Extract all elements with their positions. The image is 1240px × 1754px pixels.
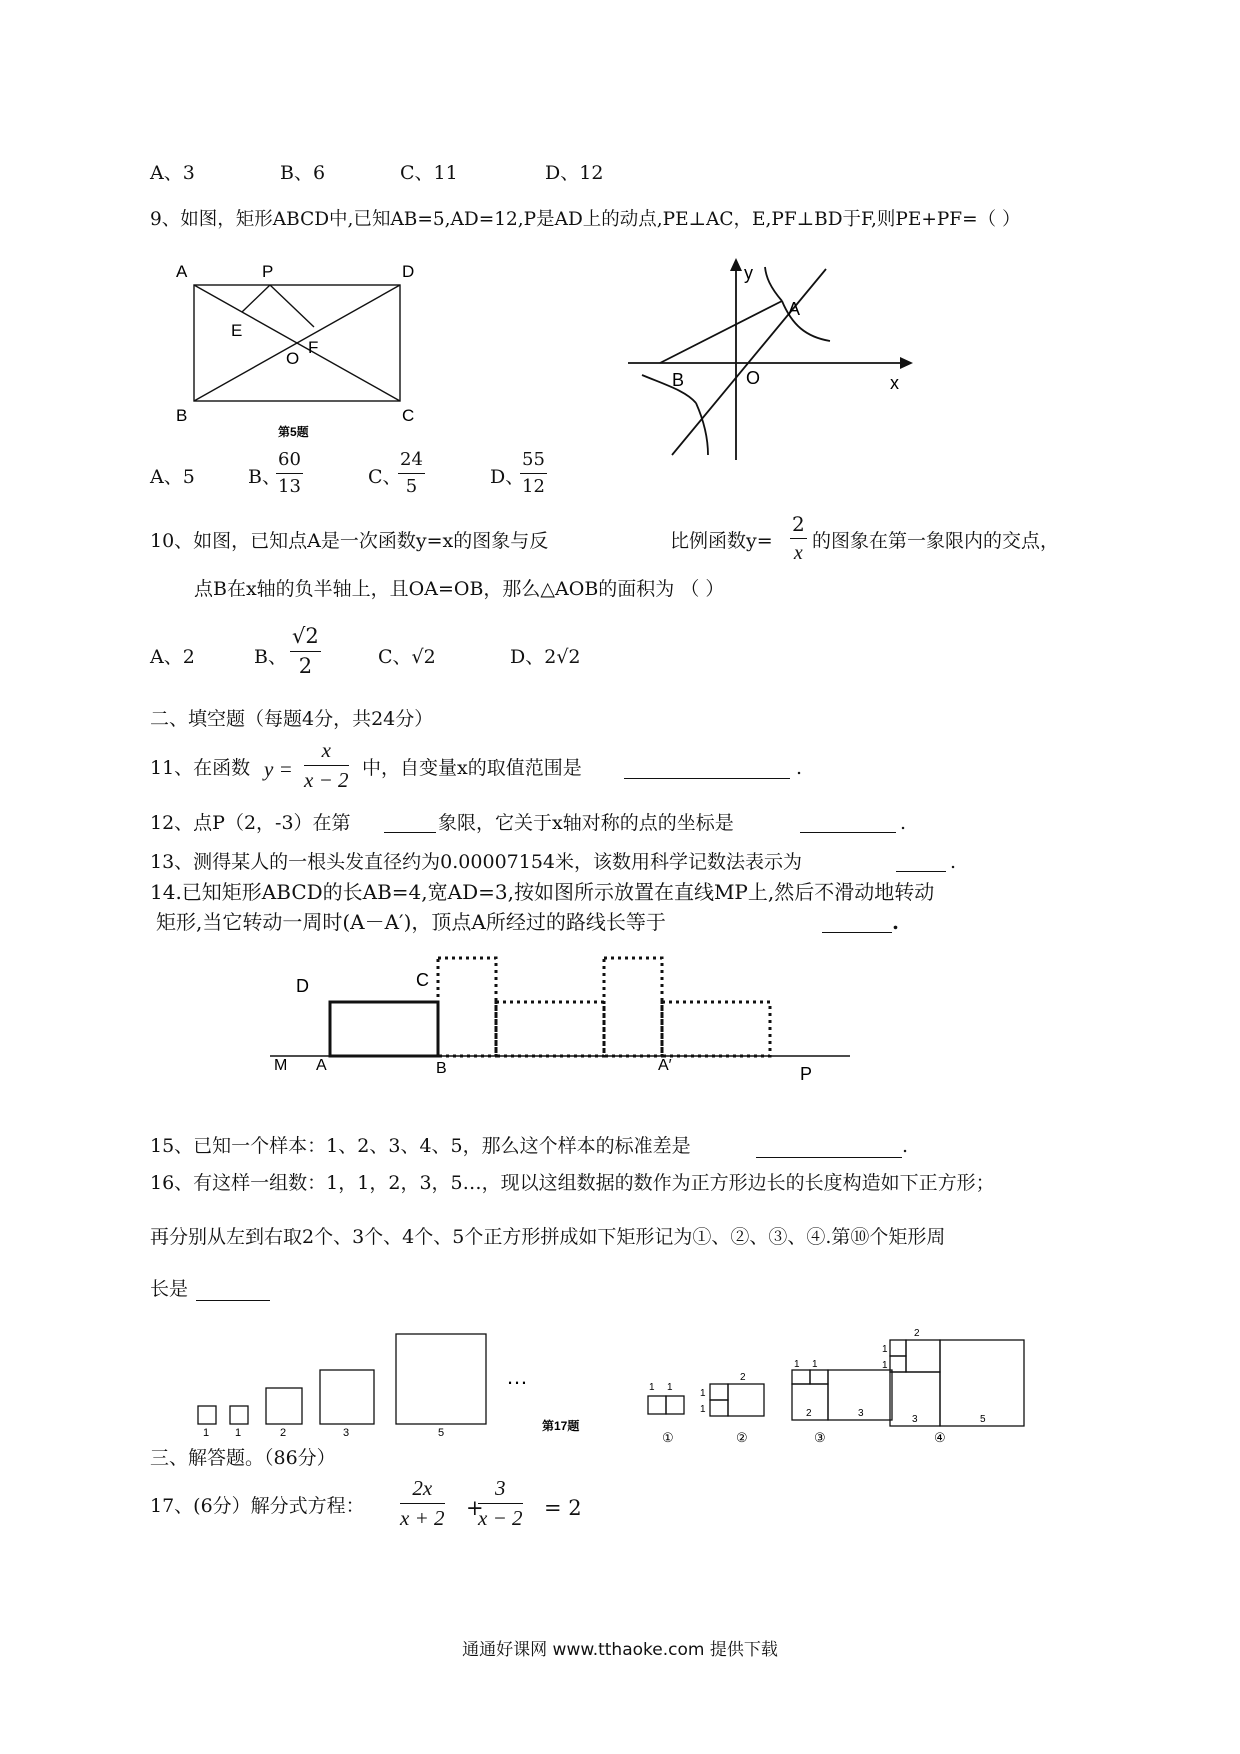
q17-prefix: 17、(6分）解分式方程： <box>150 1495 365 1517</box>
label-c: C <box>416 970 429 990</box>
q17-f1-numerator: 2x <box>400 1478 445 1504</box>
q16-line2: 再分别从左到右取2个、3个、4个、5个正方形拼成如下矩形记为①、②、③、④.第⑩个矩形周 <box>150 1226 946 1248</box>
q9-text: 9、如图，矩形ABCD中,已知AB=5,AD=12,P是AD上的动点,PE⊥AC，E,PF⊥BD于F,则PE+PF=（ ） <box>150 209 1021 230</box>
q10-b-denominator: 2 <box>298 654 313 678</box>
rect4-label-3: 3 <box>912 1414 918 1425</box>
q16-squares-figure <box>190 1318 1040 1448</box>
q17-equals-2: = 2 <box>544 1496 582 1520</box>
q10-line1-part2: 比例函数y= <box>670 530 773 552</box>
q14-line2: 矩形,当它转动一周时(A－A′)，顶点A所经过的路线长等于 <box>156 910 666 934</box>
label-m: M <box>274 1057 288 1074</box>
q10-frac-numerator: 2 <box>790 514 807 539</box>
q10-line2: 点B在x轴的负半轴上，且OA=OB，那么△AOB的面积为 （ ） <box>194 578 725 600</box>
q9-d-numerator: 55 <box>520 451 547 474</box>
rect3-label-a: 1 <box>794 1359 800 1370</box>
q9-b-numerator: 60 <box>276 451 303 474</box>
q10-fraction <box>790 514 807 563</box>
label-a-prime: A′ <box>658 1057 672 1074</box>
q17-plus: + <box>466 1496 484 1520</box>
point-a-label: A <box>788 299 801 319</box>
rect1-label-a: 1 <box>649 1382 655 1393</box>
q13-period: . <box>950 851 957 873</box>
square-label-3: 3 <box>343 1427 350 1439</box>
rect-mark-3: ③ <box>814 1430 826 1445</box>
point-b-label: B <box>672 370 685 390</box>
q9-c-denominator: 5 <box>405 476 418 497</box>
label-a: A <box>176 262 188 281</box>
ellipsis: … <box>506 1364 528 1389</box>
q9-d-denominator: 12 <box>522 476 545 497</box>
q17-fraction-1 <box>400 1478 445 1529</box>
q10-option-c: C、√2 <box>378 646 436 668</box>
label-e: E <box>231 321 243 340</box>
rect4-label-2: 2 <box>914 1328 920 1339</box>
q11-fraction <box>304 740 349 791</box>
q9-option-d-fraction <box>520 451 547 496</box>
q17-f2-numerator: 3 <box>478 1478 523 1504</box>
q12-part1: 12、点P（2，-3）在第 <box>150 812 351 834</box>
q17-f1-denominator: x + 2 <box>400 1506 445 1530</box>
q10-b-numerator: √2 <box>290 626 321 652</box>
square-label-1a: 1 <box>203 1427 210 1439</box>
q10-coordinate-graph <box>620 255 920 465</box>
square-label-2: 2 <box>280 1427 287 1439</box>
q10-frac-denominator: x <box>793 542 803 564</box>
q11-suffix: 中，自变量x的取值范围是 <box>362 757 582 779</box>
label-f: F <box>308 338 319 357</box>
q17-fraction-2 <box>478 1478 523 1529</box>
q10-line1-part1: 10、如图，已知点A是一次函数y=x的图象与反 <box>150 530 549 552</box>
q10-option-a: A、2 <box>150 646 195 668</box>
label-d: D <box>296 976 309 996</box>
q13-answer-blank[interactable] <box>896 853 946 872</box>
rect3-label-3: 3 <box>858 1408 864 1419</box>
q12-period: . <box>900 812 907 834</box>
q16-line1: 16、有这样一组数：1，1，2，3，5…，现以这组数据的数作为正方形边长的长度构造如下正方形； <box>150 1172 995 1194</box>
square-label-1b: 1 <box>235 1427 242 1439</box>
q11-denominator: x − 2 <box>304 768 349 792</box>
q10-option-d: D、2√2 <box>510 646 581 668</box>
label-b: B <box>436 1060 447 1077</box>
rect4-label-1b: 1 <box>882 1360 888 1371</box>
q11-prefix: 11、在函数 <box>150 757 251 779</box>
label-o: O <box>286 349 300 368</box>
rect3-label-b: 1 <box>812 1359 818 1370</box>
axis-x-label: x <box>890 373 899 393</box>
rect3-label-2: 2 <box>806 1408 812 1419</box>
label-b: B <box>176 406 188 425</box>
q8-option-b: B、6 <box>280 162 326 184</box>
rect2-label-left-a: 1 <box>700 1388 706 1399</box>
q9-option-d-prefix: D、 <box>490 466 525 488</box>
q12-blank-2[interactable] <box>800 814 896 833</box>
square-label-5: 5 <box>438 1427 445 1439</box>
q14-answer-blank[interactable] <box>822 912 892 933</box>
q9-option-c-prefix: C、 <box>368 466 402 488</box>
label-p: P <box>262 262 274 281</box>
q9-option-a: A、5 <box>150 466 195 488</box>
q13-text: 13、测得某人的一根头发直径约为0.00007154米，该数用科学记数法表示为 <box>150 851 803 873</box>
q8-option-d: D、12 <box>545 162 604 184</box>
rect1-label-b: 1 <box>667 1382 673 1393</box>
q17-f2-denominator: x − 2 <box>478 1506 523 1530</box>
q11-period: . <box>796 757 803 779</box>
q10-option-b-prefix: B、 <box>254 646 287 668</box>
q11-numerator: x <box>304 740 349 766</box>
q14-period: . <box>892 910 899 934</box>
q14-rotation-figure <box>260 950 860 1090</box>
origin-label: O <box>746 368 761 388</box>
q8-option-a: A、3 <box>150 162 195 184</box>
q9-option-b-fraction <box>276 451 303 496</box>
section-3-title: 三、解答题。（86分） <box>150 1447 336 1469</box>
label-p: P <box>800 1064 813 1084</box>
q9-rectangle-figure <box>170 255 430 445</box>
rect4-label-5: 5 <box>980 1414 986 1425</box>
q9-option-c-fraction <box>398 451 425 496</box>
label-c: C <box>402 406 415 425</box>
q15-text: 15、已知一个样本：1、2、3、4、5，那么这个样本的标准差是 <box>150 1135 691 1157</box>
q11-answer-blank[interactable] <box>624 758 790 779</box>
page-footer: 通通好课网 www.tthaoke.com 提供下载 <box>462 1640 778 1660</box>
section-2-title: 二、填空题（每题4分，共24分） <box>150 708 434 730</box>
rect-mark-4: ④ <box>934 1430 946 1445</box>
q9-b-denominator: 13 <box>278 476 301 497</box>
q9-figure-caption: 第5题 <box>278 425 309 439</box>
rect2-label-left-b: 1 <box>700 1404 706 1415</box>
rect4-label-1a: 1 <box>882 1344 888 1355</box>
label-a: A <box>316 1057 327 1074</box>
q15-period: . <box>902 1135 909 1157</box>
rect-mark-2: ② <box>736 1430 748 1445</box>
q12-blank-1[interactable] <box>384 814 436 833</box>
q12-part2: 象限，它关于x轴对称的点的坐标是 <box>438 812 734 834</box>
q8-option-c: C、11 <box>400 162 458 184</box>
axis-y-label: y <box>744 263 753 283</box>
q16-answer-blank[interactable] <box>196 1280 270 1301</box>
q14-line1: 14.已知矩形ABCD的长AB=4,宽AD=3,按如图所示放置在直线MP上,然后不滑动地转动 <box>150 880 935 904</box>
q9-c-numerator: 24 <box>398 451 425 474</box>
q9-option-b-prefix: B、 <box>248 466 281 488</box>
label-d: D <box>402 262 415 281</box>
q10-option-b-fraction <box>290 626 321 677</box>
q15-answer-blank[interactable] <box>756 1137 902 1158</box>
q16-line3: 长是 <box>150 1278 189 1300</box>
rect-mark-1: ① <box>662 1430 674 1445</box>
rect2-label-top: 2 <box>740 1372 746 1383</box>
q10-line1-part3: 的图象在第一象限内的交点， <box>812 530 1060 552</box>
q11-y-equals: y = <box>264 757 293 781</box>
q16-figure-caption: 第17题 <box>542 1419 580 1433</box>
